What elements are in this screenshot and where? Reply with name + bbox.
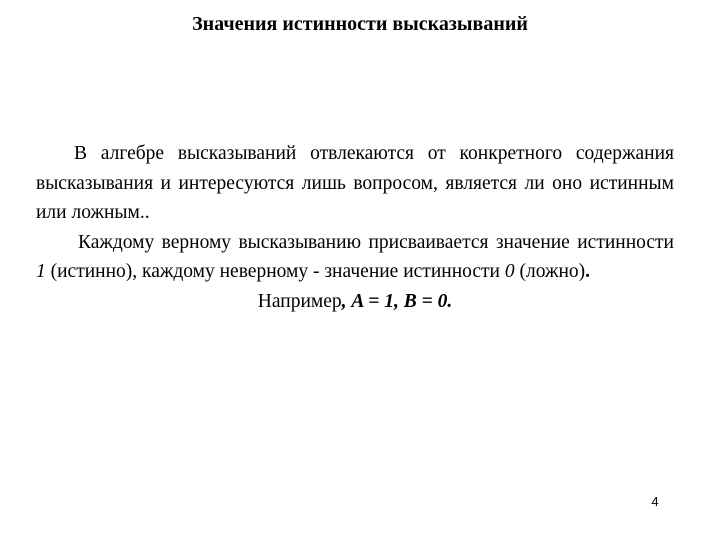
example-formula: , A = 1, B = 0.	[341, 290, 453, 312]
paragraph-abstraction: В алгебре высказываний отвлекаются от конкретного содержания высказывания и интересуются лишь вопросом, является ли оно истинным или ложным..	[36, 143, 674, 224]
paragraph-truth-values	[36, 228, 674, 287]
paragraph-truth-values-text-2: (истинно), каждому неверному - значение истинности	[45, 261, 505, 283]
slide-title: Значения истинности высказываний	[192, 13, 528, 35]
example-lead: Например	[257, 290, 342, 312]
truth-value-zero: 0	[504, 261, 515, 283]
paragraph-truth-values-text-3: (ложно)	[514, 261, 586, 283]
truth-value-one: 1	[36, 261, 46, 283]
example-line	[36, 287, 674, 317]
slide-body	[36, 139, 674, 317]
paragraph-truth-values-text-1: Каждому верному высказыванию присваивается значение истинности	[78, 231, 674, 253]
page-number: 4	[651, 494, 659, 509]
paragraph-end-mark: .	[585, 261, 591, 283]
